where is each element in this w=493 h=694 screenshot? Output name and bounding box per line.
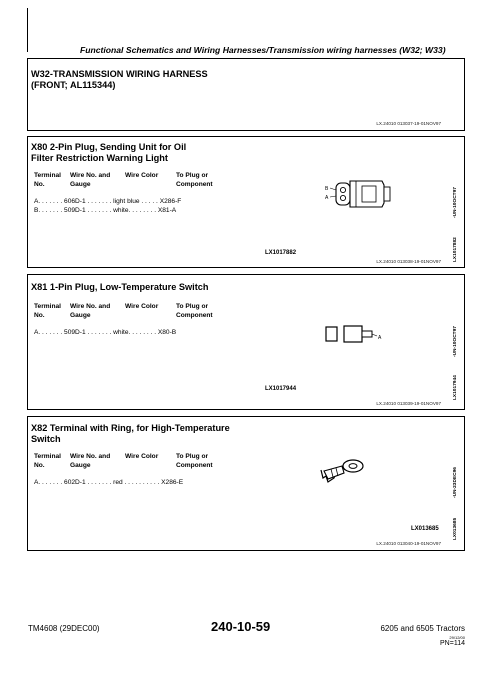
- x81-col-terminal: [34, 302, 61, 320]
- x80-bottom-divider: [27, 267, 465, 268]
- col-plug-line2: Component: [176, 462, 213, 469]
- x82-col-plug: [176, 452, 213, 470]
- x82-title-line2: Switch: [31, 434, 61, 444]
- x80-col-terminal: [34, 171, 61, 189]
- col-plug-line1: To Plug or: [176, 172, 209, 179]
- x82-title: [31, 423, 230, 445]
- footer-page-number: 240-10-59: [211, 619, 271, 634]
- harness-title-line2: (FRONT; AL115344): [31, 80, 116, 90]
- harness-bottom-divider: [27, 130, 465, 131]
- x82-ref: LX.24010 013040-19-01NOV97: [376, 541, 441, 546]
- x80-ref: LX.24010 013038-19-01NOV97: [376, 259, 441, 264]
- x80-title-line2: Filter Restriction Warning Light: [31, 153, 168, 163]
- x80-side-date: -UN-10OCT97: [453, 187, 458, 218]
- x80-row-a: A. . . . . . . 606D-1 . . . . . . . light blue . . . . . X286-F: [34, 198, 182, 205]
- x82-top-divider: [27, 416, 465, 417]
- x80-pin-a-label: A: [325, 195, 329, 201]
- x82-side-code: LX013685: [453, 517, 458, 540]
- harness-right-border: [464, 58, 465, 130]
- footer-tractor-models: 6205 and 6505 Tractors: [380, 624, 465, 633]
- x80-col-wire: [70, 171, 110, 189]
- x81-row-a: A. . . . . . . 509D-1 . . . . . . . white. . . . . . . . X80-B: [34, 329, 177, 336]
- x80-row-b: B. . . . . . . 509D-1 . . . . . . . white. . . . . . . . X81-A: [34, 207, 177, 214]
- x82-col-wire: [70, 452, 110, 470]
- x81-side-date: -UN-10OCT97: [453, 326, 458, 357]
- col-wire-line1: Wire No. and: [70, 172, 111, 179]
- col-terminal-line2: No.: [34, 181, 45, 188]
- harness-title: [31, 69, 208, 91]
- x80-top-divider: [27, 136, 465, 137]
- x80-plug-illustration: [322, 177, 402, 213]
- col-plug-line2: Component: [176, 312, 213, 319]
- harness-ref: LX.24010 013037-19-01NOV97: [376, 121, 441, 126]
- page-left-border: [27, 8, 28, 52]
- x82-figure-label: LX013685: [411, 526, 439, 532]
- col-wire-line2: Gauge: [70, 462, 91, 469]
- col-wire-line1: Wire No. and: [70, 453, 111, 460]
- x81-ref: LX.24010 013039-19-01NOV97: [376, 401, 441, 406]
- x81-plug-illustration: [322, 323, 392, 345]
- harness-left-border: [27, 58, 28, 130]
- x80-left-border: [27, 136, 28, 267]
- col-terminal-line2: No.: [34, 462, 45, 469]
- x82-title-line1: X82 Terminal with Ring, for High-Temperature: [31, 423, 230, 433]
- header-divider: [27, 58, 465, 59]
- x81-pin-a-label: A: [378, 335, 382, 341]
- col-wire-line2: Gauge: [70, 181, 91, 188]
- x82-right-border: [464, 416, 465, 550]
- x81-title: X81 1-Pin Plug, Low-Temperature Switch: [31, 282, 209, 292]
- x80-title-line1: X80 2-Pin Plug, Sending Unit for Oil: [31, 142, 187, 152]
- x80-side-code: LX1017882: [453, 237, 458, 262]
- x80-title: [31, 142, 186, 164]
- x81-side-code: LX1017944: [453, 375, 458, 400]
- col-terminal-line1: Terminal: [34, 303, 61, 310]
- col-terminal-line1: Terminal: [34, 453, 61, 460]
- x81-top-divider: [27, 274, 465, 275]
- col-wire-line2: Gauge: [70, 312, 91, 319]
- x81-col-color: Wire Color: [125, 303, 159, 310]
- col-wire-line1: Wire No. and: [70, 303, 111, 310]
- x82-col-color: Wire Color: [125, 453, 159, 460]
- col-terminal-line2: No.: [34, 312, 45, 319]
- x80-col-plug: [176, 171, 213, 189]
- x82-ring-terminal-illustration: [318, 456, 368, 486]
- x80-figure-label: LX1017882: [265, 250, 297, 256]
- x82-side-date: -UN-23DEC96: [453, 467, 458, 498]
- x81-col-plug: [176, 302, 213, 320]
- x82-col-terminal: [34, 452, 61, 470]
- x80-pin-b-label: B: [325, 186, 329, 192]
- x81-col-wire: [70, 302, 110, 320]
- footer-pn: PN=114: [440, 640, 465, 647]
- col-terminal-line1: Terminal: [34, 172, 61, 179]
- x82-left-border: [27, 416, 28, 550]
- x81-left-border: [27, 274, 28, 409]
- x80-right-border: [464, 136, 465, 267]
- x81-bottom-divider: [27, 409, 465, 410]
- col-plug-line2: Component: [176, 181, 213, 188]
- x81-figure-label: LX1017944: [265, 386, 297, 392]
- x82-row-a: A. . . . . . . 602D-1 . . . . . . . red . . . . . . . . . . X286-E: [34, 479, 184, 486]
- footer-small-date: 29/12/00: [449, 635, 465, 640]
- footer-manual-id: TM4608 (29DEC00): [28, 624, 100, 633]
- page-header-title: Functional Schematics and Wiring Harnesses/Transmission wiring harnesses (W32; W33): [80, 45, 446, 55]
- x81-right-border: [464, 274, 465, 409]
- x80-col-color: Wire Color: [125, 172, 159, 179]
- col-plug-line1: To Plug or: [176, 453, 209, 460]
- x82-bottom-divider: [27, 550, 465, 551]
- col-plug-line1: To Plug or: [176, 303, 209, 310]
- harness-title-line1: W32-TRANSMISSION WIRING HARNESS: [31, 69, 208, 79]
